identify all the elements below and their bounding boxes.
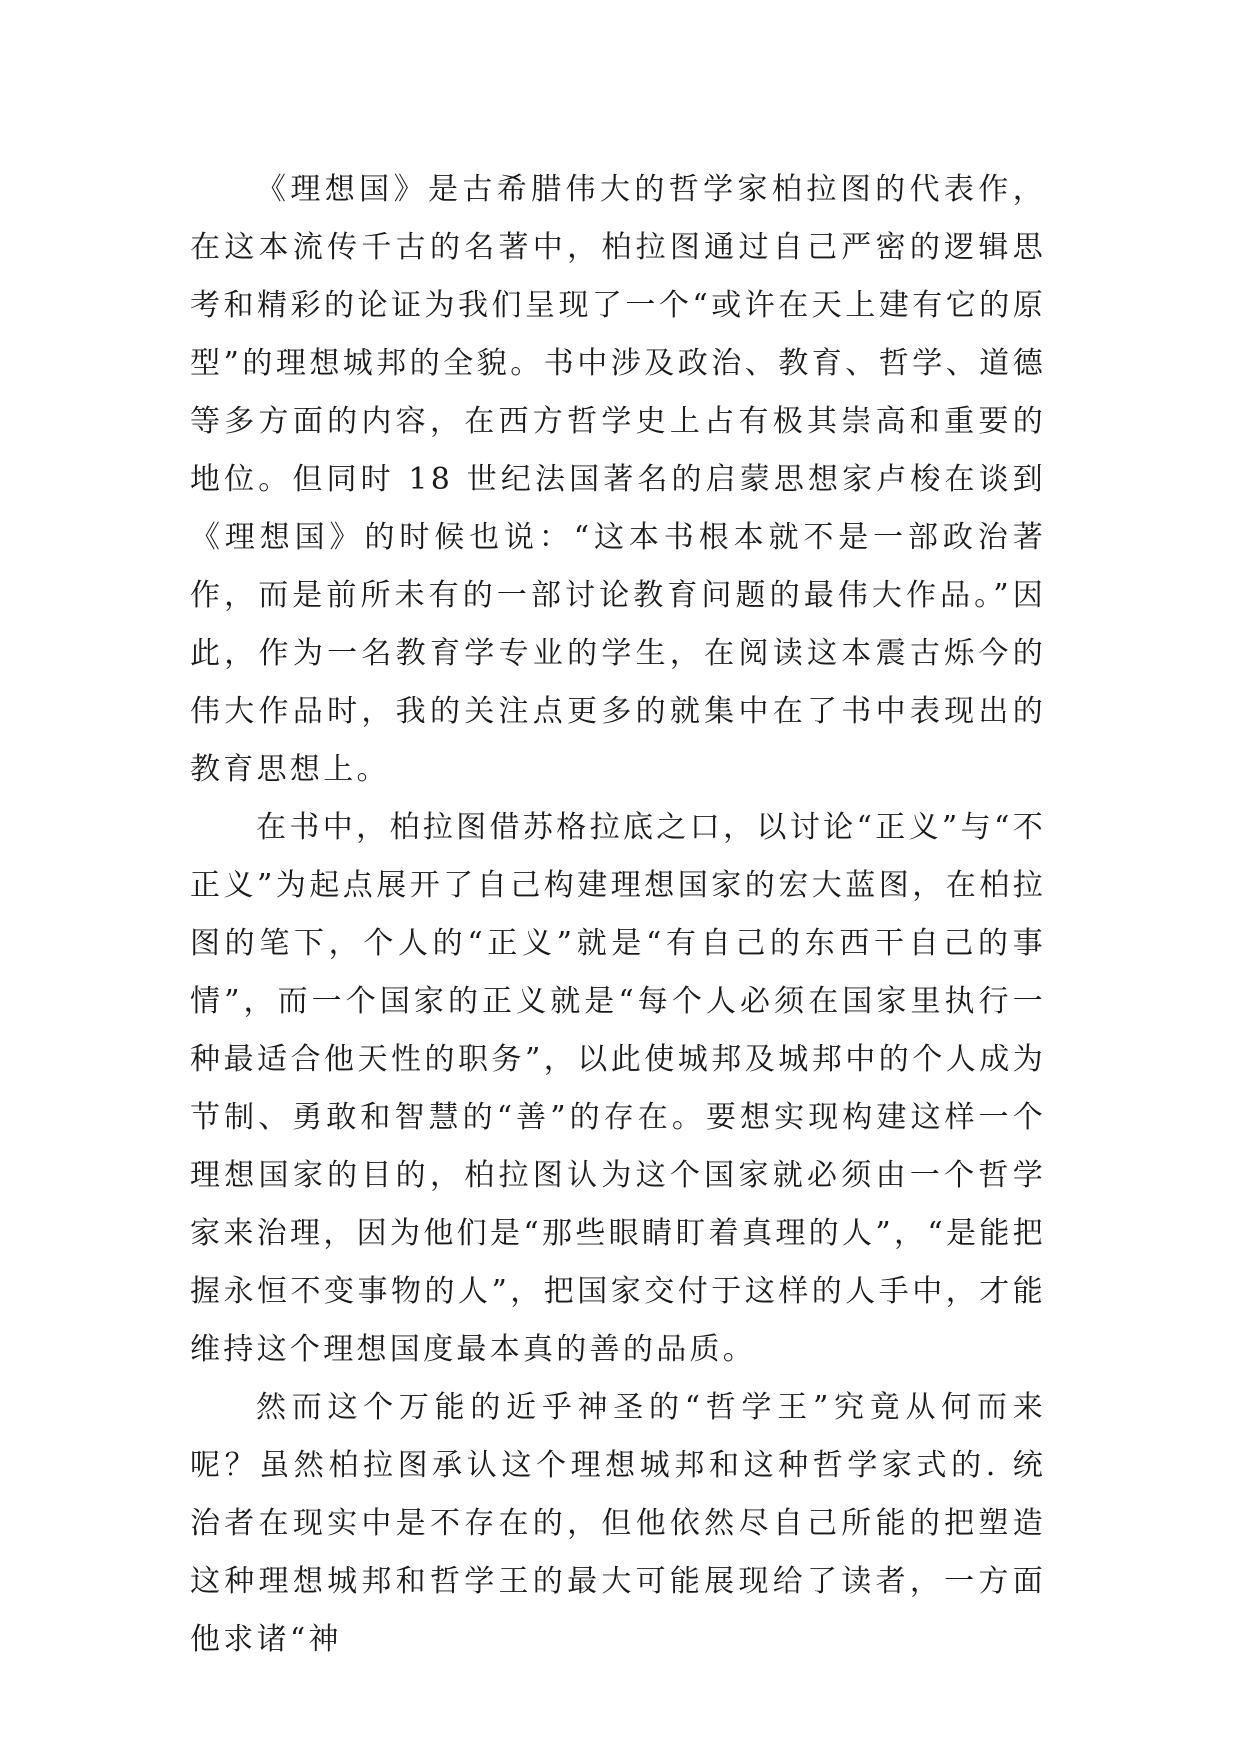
paragraph-3: 然而这个万能的近乎神圣的“哲学王”究竟从何而来呢？虽然柏拉图承认这个理想城邦和这种哲学家式的. 统治者在现实中是不存在的，但他依然尽自己所能的把塑造这种理想城邦和哲学王的最大可能展现给了读者，一方面他求诸“神 — [190, 1390, 1046, 1657]
document-body — [190, 161, 1046, 1669]
paragraph-2: 在书中，柏拉图借苏格拉底之口，以讨论“正义”与“不正义”为起点展开了自己构建理想国家的宏大蓝图，在柏拉图的笔下，个人的“正义”就是“有自己的东西干自己的事情”，而一个国家的正义就是“每个人必须在国家里执行一种最适合他天性的职务”，以此使城邦及城邦中的个人成为节制、勇敢和智慧的“善”的存在。要想实现构建这样一个理想国家的目的，柏拉图认为这个国家就必须由一个哲学家来治理，因为他们是“那些眼睛盯着真理的人”，“是能把握永恒不变事物的人”，把国家交付于这样的人手中，才能维持这个理想国度最本真的善的品质。 — [190, 810, 1046, 1367]
paragraph-1: 《理想国》是古希腊伟大的哲学家柏拉图的代表作，在这本流传千古的名著中，柏拉图通过自己严密的逻辑思考和精彩的论证为我们呈现了一个“或许在天上建有它的原型”的理想城邦的全貌。书中涉及政治、教育、哲学、道德等多方面的内容，在西方哲学史上占有极其崇高和重要的地位。但同时 18 世纪法国著名的启蒙思想家卢梭在谈到《理想国》的时候也说：“这本书根本就不是一部政治著作，而是前所未有的一部讨论教育问题的最伟大作品。”因此，作为一名教育学专业的学生，在阅读这本震古烁今的伟大作品时，我的关注点更多的就集中在了书中表现出的教育思想上。 — [190, 172, 1046, 787]
